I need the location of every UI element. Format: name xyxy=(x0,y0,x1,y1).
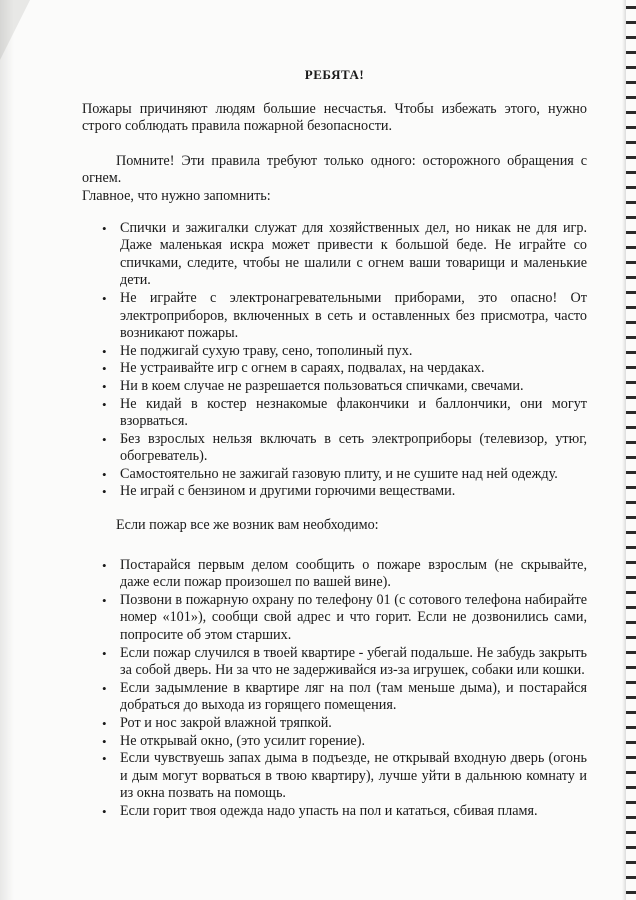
action-item: • Постарайся первым делом сообщить о пожаре взрослым (не скрывайте, даже если пожар произошел по вашей вине). xyxy=(120,557,587,592)
intro-paragraph: Пожары причиняют людям большие несчастья. Чтобы избежать этого, нужно строго соблюдать правила пожарной безопасности. xyxy=(82,100,587,135)
action-item: • Рот и нос закрой влажной тряпкой. xyxy=(120,715,587,733)
action-item: • Позвони в пожарную охрану по телефону 01 (с сотового телефона набирайте номер «101»), сообщи свой адрес и что горит. Если не дозвонились сами, попросите об этом старших. xyxy=(120,592,587,645)
rule-item: • Спички и зажигалки служат для хозяйственных дел, но никак не для игр. Даже маленькая искра может привести к большой беде. Не играйте со спичками, следите, чтобы не шалили с огнем ваши товарищи и маленькие дети. xyxy=(120,220,587,290)
rule-item: • Без взрослых нельзя включать в сеть электроприборы (телевизор, утюг, обогреватель). xyxy=(120,431,587,466)
fire-heading: Если пожар все же возник вам необходимо: xyxy=(116,517,379,534)
spiral-binding xyxy=(626,0,636,900)
rule-item: • Не поджигай сухую траву, сено, тополиный пух. xyxy=(120,343,587,361)
document-title: РЕБЯТА! xyxy=(304,67,365,82)
action-item: • Если задымление в квартире ляг на пол (там меньше дыма), и постарайся добраться до выхода из горящего помещения. xyxy=(120,680,587,715)
action-item: • Если чувствуешь запах дыма в подъезде, не открывай входную дверь (огонь и дым могут ворваться в твою квартиру), лучше уйти в дальнюю комнату и из окна позвать на помощь. xyxy=(120,750,587,803)
main-heading: Главное, что нужно запомнить: xyxy=(82,187,271,204)
rule-item: • Ни в коем случае не разрешается пользоваться спичками, свечами. xyxy=(120,378,587,396)
rule-item: • Самостоятельно не зажигай газовую плиту, и не сушите над ней одежду. xyxy=(120,466,587,484)
rule-item: • Не устраивайте игр с огнем в сараях, подвалах, на чердаках. xyxy=(120,360,587,378)
action-item: • Если пожар случился в твоей квартире - убегай подальше. Не забудь закрыть за собой дверь. Ни за что не задерживайся из-за игрушек, собаки или кошки. xyxy=(120,645,587,680)
remember-paragraph: Помните! Эти правила требуют только одного: осторожного обращения с огнем. xyxy=(82,152,587,187)
fire-actions-list xyxy=(82,557,587,821)
rule-item: • Не играй с бензином и другими горючими веществами. xyxy=(120,483,587,501)
scan-shadow xyxy=(0,0,14,900)
rule-item: • Не кидай в костер незнакомые флакончики и баллончики, они могут взорваться. xyxy=(120,396,587,431)
action-item: • Если горит твоя одежда надо упасть на пол и кататься, сбивая пламя. xyxy=(120,803,587,821)
document-body xyxy=(82,66,587,821)
action-item: • Не открывай окно, (это усилит горение). xyxy=(120,733,587,751)
rules-list xyxy=(82,220,587,502)
rule-item: • Не играйте с электронагревательными приборами, это опасно! От электроприборов, включенных в сеть и оставленных без присмотра, часто возникают пожары. xyxy=(120,290,587,343)
